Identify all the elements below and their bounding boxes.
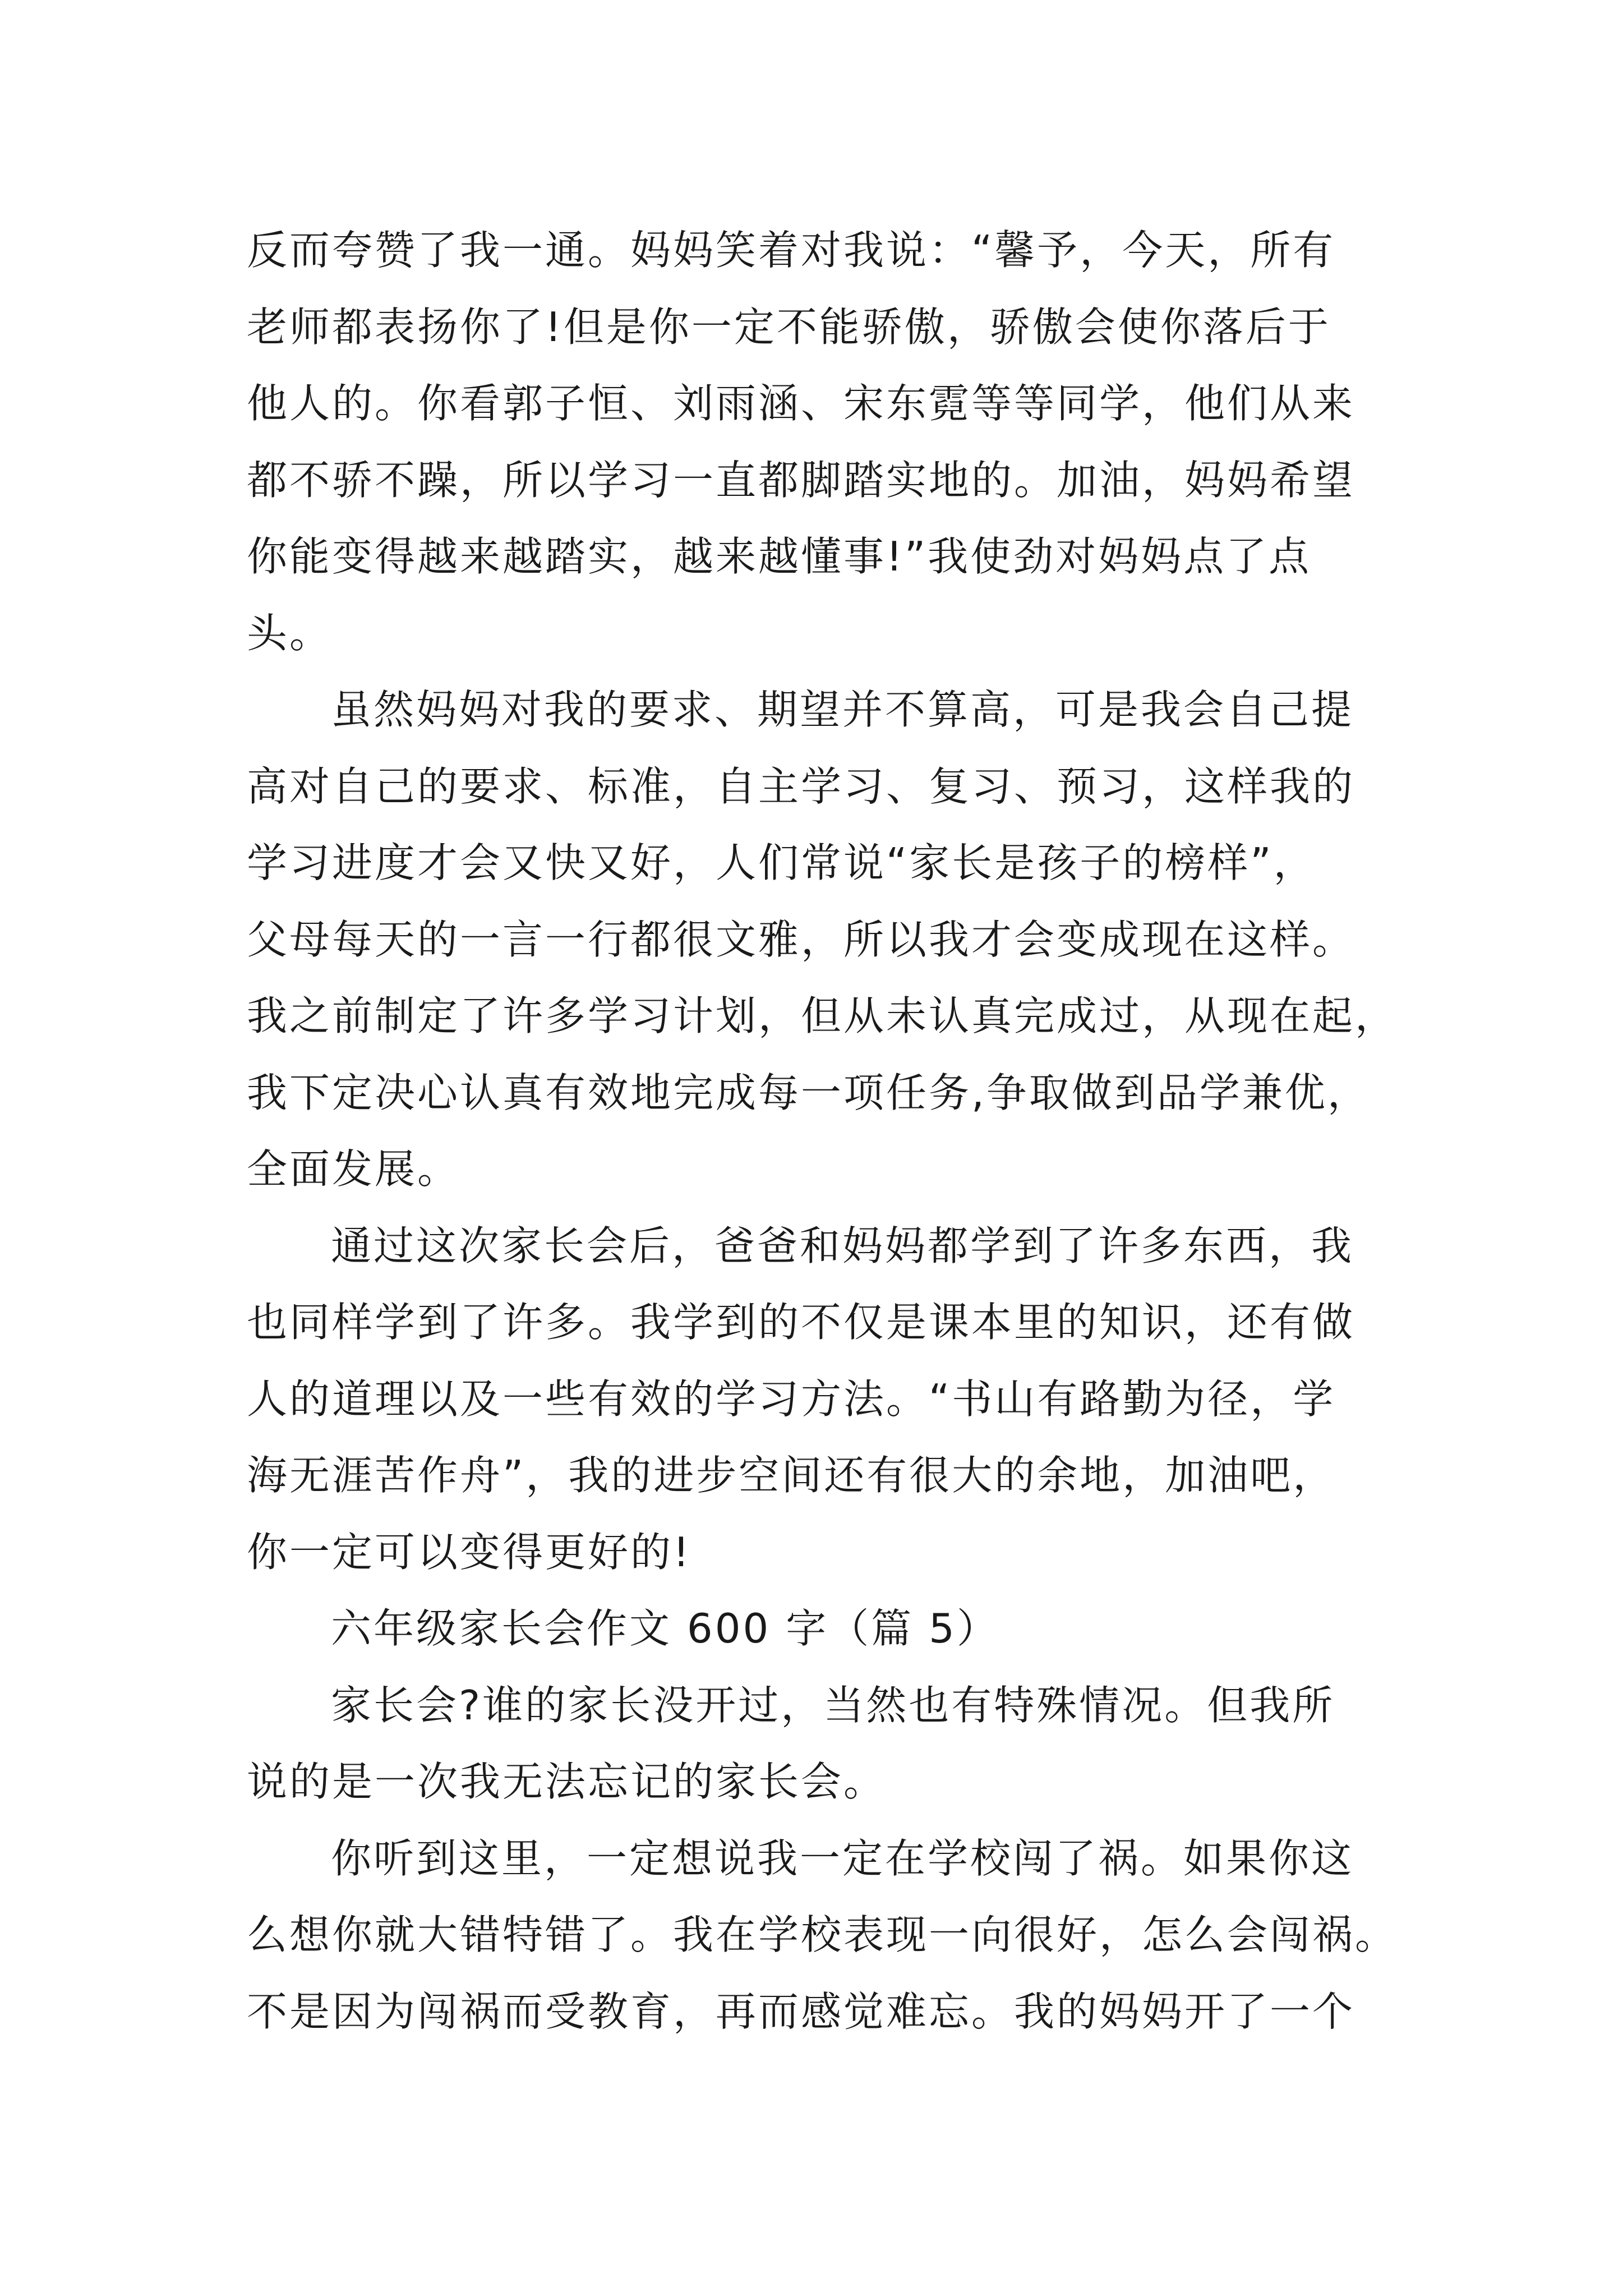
text-line: 全面发展。 <box>247 1145 460 1193</box>
text-line: 人的道理以及一些有效的学习方法。“书山有路勤为径，学 <box>247 1375 1336 1423</box>
text-line: 通过这次家长会后，爸爸和妈妈都学到了许多东西，我 <box>331 1222 1354 1269</box>
text-line: 海无涯苦作舟”，我的进步空间还有很大的余地，加油吧， <box>247 1452 1336 1499</box>
text-line: 头。 <box>247 609 333 657</box>
text-line: 反而夸赞了我一通。妈妈笑着对我说：“馨予，今天，所有 <box>247 227 1336 274</box>
text-line: 我之前制定了许多学习计划，但从未认真完成过，从现在起， <box>247 992 1398 1039</box>
text-line: 学习进度才会又快又好，人们常说“家长是孩子的榜样”， <box>247 839 1316 886</box>
text-line: 说的是一次我无法忘记的家长会。 <box>247 1758 887 1805</box>
text-line: 父母每天的一言一行都很文雅，所以我才会变成现在这样。 <box>247 915 1355 963</box>
text-line: 你一定可以变得更好的! <box>247 1528 691 1576</box>
text-line: 家长会?谁的家长没开过，当然也有特殊情况。但我所 <box>331 1681 1335 1729</box>
text-line: 他人的。你看郭子恒、刘雨涵、宋东霓等等同学，他们从来 <box>247 380 1355 427</box>
text-line: 也同样学到了许多。我学到的不仅是课本里的知识，还有做 <box>247 1299 1355 1346</box>
text-line: 我下定决心认真有效地完成每一项任务,争取做到品学兼优， <box>247 1069 1370 1116</box>
text-line: 老师都表扬你了!但是你一定不能骄傲，骄傲会使你落后于 <box>247 303 1331 351</box>
text-line: 你听到这里，一定想说我一定在学校闯了祸。如果你这 <box>331 1834 1354 1882</box>
text-line: 不是因为闯祸而受教育，再而感觉难忘。我的妈妈开了一个 <box>247 1987 1355 2035</box>
text-line: 么想你就大错特错了。我在学校表现一向很好，怎么会闯祸。 <box>247 1911 1398 1958</box>
document-body <box>247 212 1398 2050</box>
text-line: 六年级家长会作文 600 字（篇 5） <box>331 1605 999 1652</box>
text-line: 高对自己的要求、标准，自主学习、复习、预习，这样我的 <box>247 762 1355 810</box>
text-line: 虽然妈妈对我的要求、期望并不算高，可是我会自己提 <box>331 686 1354 733</box>
text-line: 你能变得越来越踏实，越来越懂事!”我使劲对妈妈点了点 <box>247 533 1312 580</box>
text-line: 都不骄不躁，所以学习一直都脚踏实地的。加油，妈妈希望 <box>247 456 1355 504</box>
